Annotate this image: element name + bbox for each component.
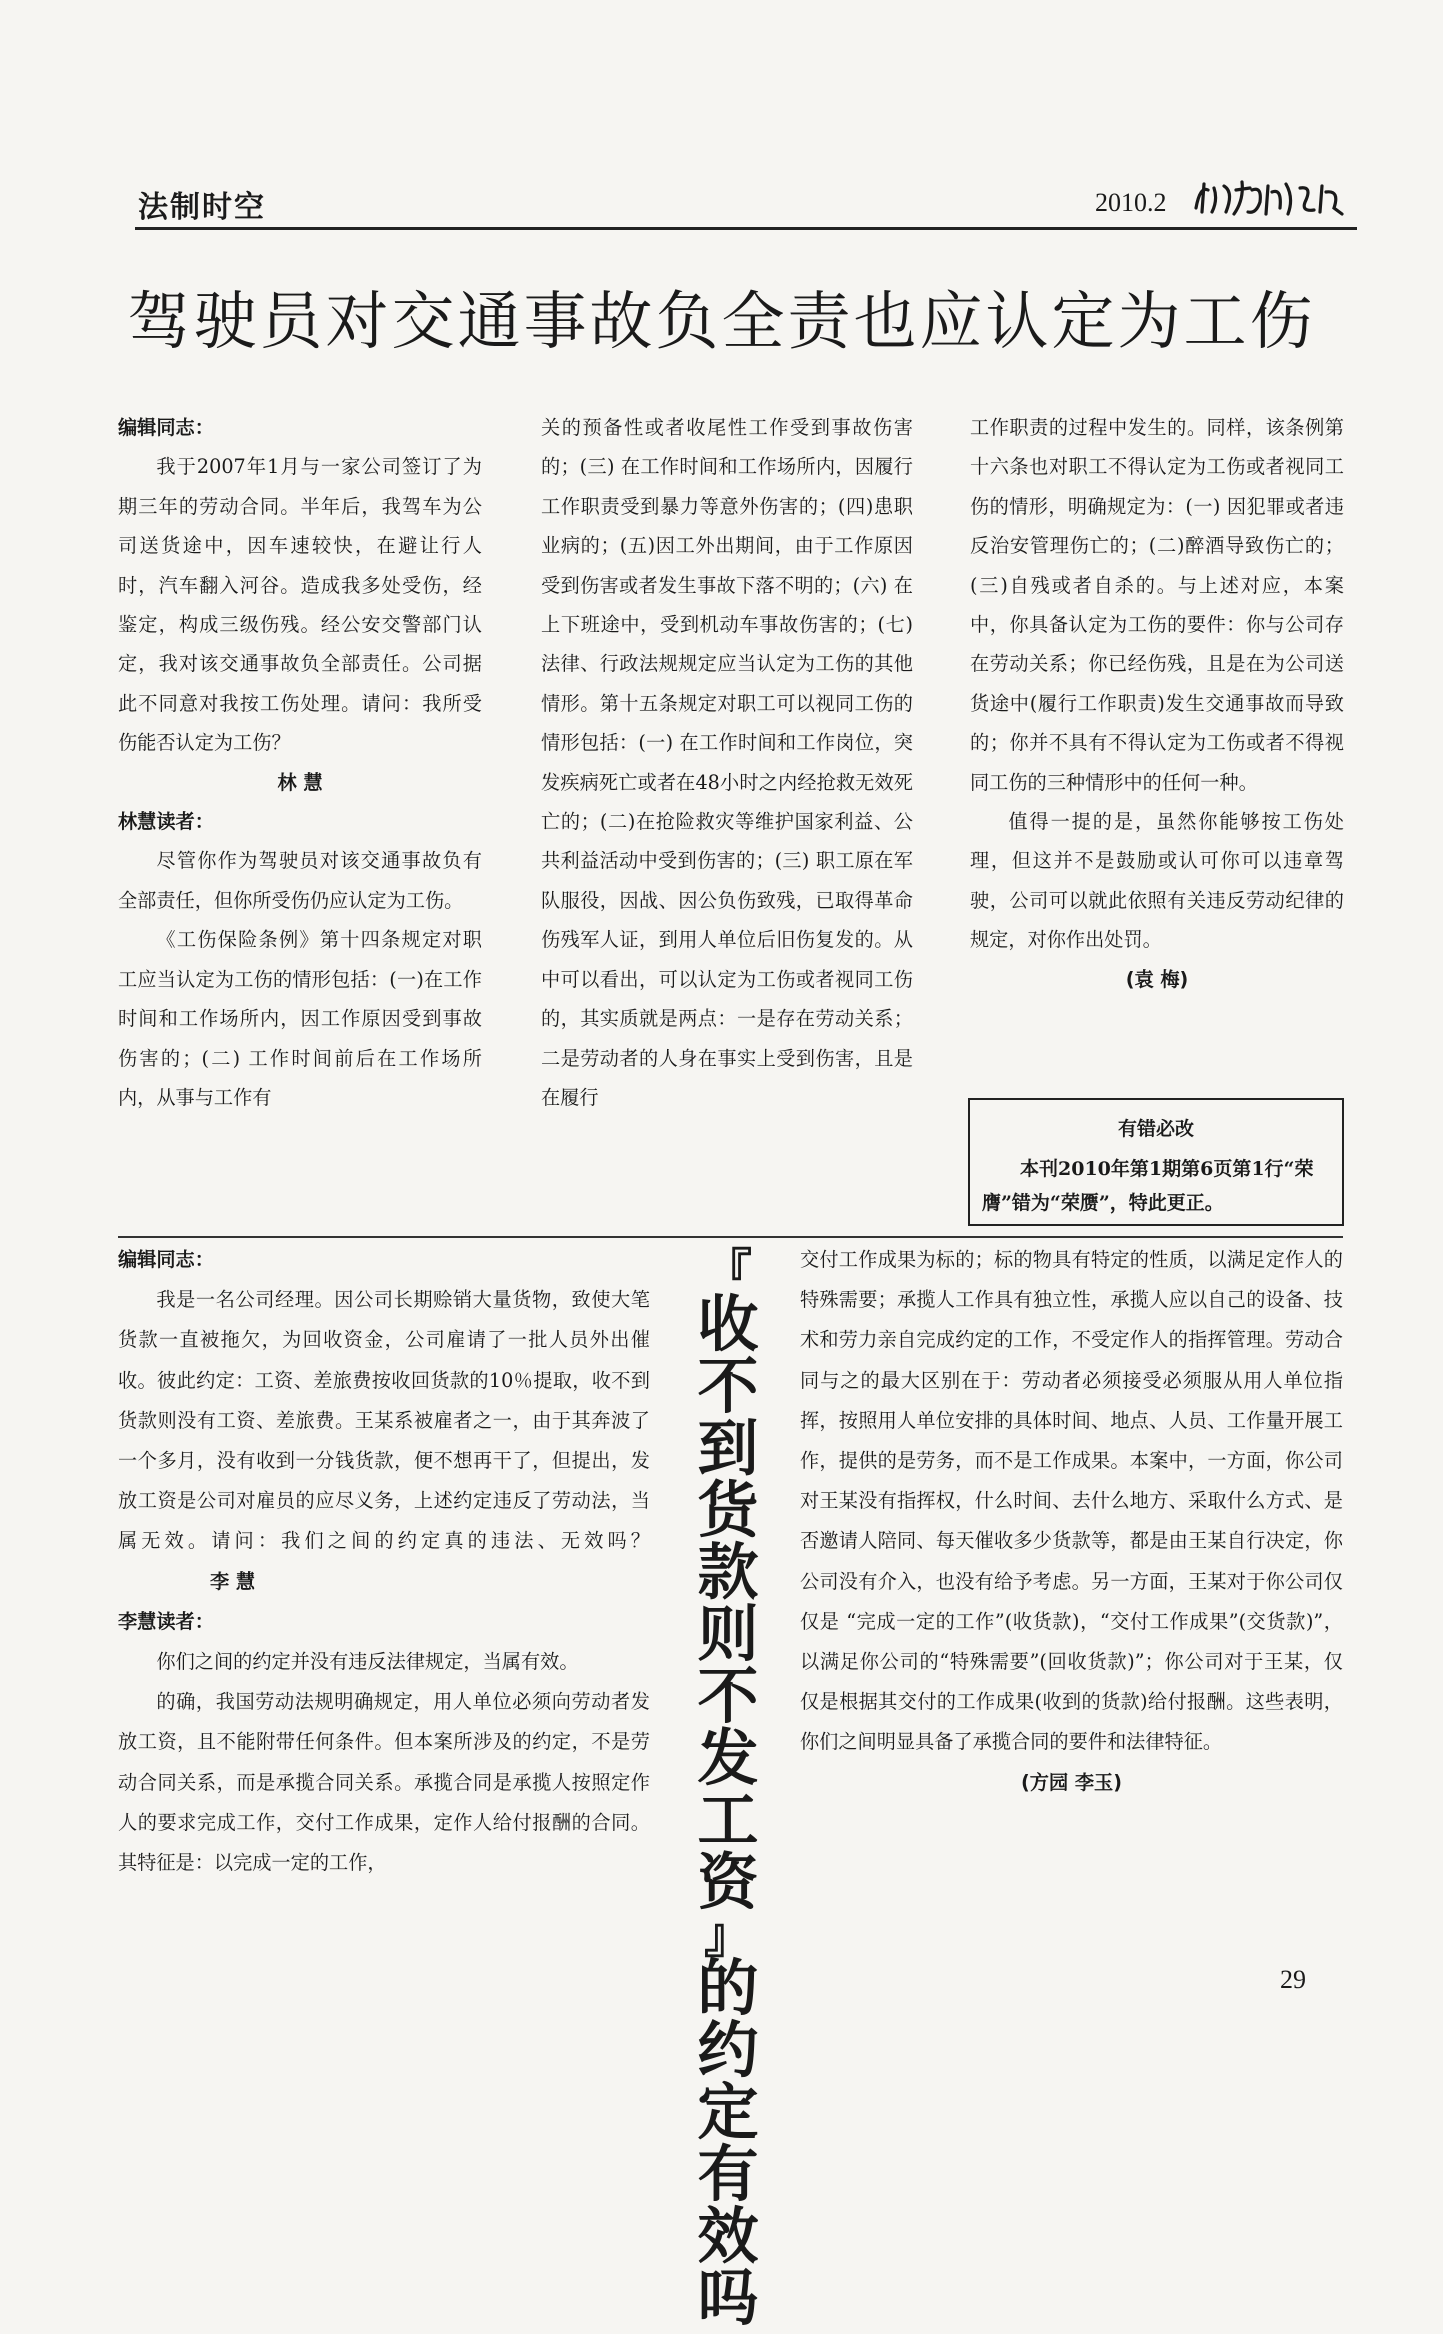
reader-letter: 我于2007年1月与一家公司签订了为期三年的劳动合同。半年后，我驾车为公司送货途中，因车速较快，在避让行人时，汽车翻入河谷。造成我多处受伤，经鉴定，构成三级伤残。经公安交警部门认定，我对该交通事故负全部责任。公司据此不同意对我按工伤处理。请问：我所受伤能否认定为工伤？ (118, 455, 482, 755)
reply-paragraph: 的确，我国劳动法规明确规定，用人单位必须向劳动者发放工资，且不能附带任何条件。但本案所涉及的约定，不是劳动合同关系，而是承揽合同关系。承揽合同是承揽人按照定作人的要求完成工作，交付工作成果，定作人给付报酬的合同。其特征是：以完成一定的工作， (118, 1690, 650, 1875)
header-rule (135, 227, 1357, 230)
reply-paragraph: 工作职责的过程中发生的。同样，该条例第十六条也对职工不得认定为工伤或者视同工伤的情形，明确规定为：(一) 因犯罪或者违反治安管理伤亡的；(二)醉酒导致伤亡的；(三)自残或者自杀的。与上述对应，本案中，你具备认定为工伤的要件：你与公司存在劳动关系；你已经伤残，且是在为公司送货途中(履行工作职责)发生交通事故而导致的；你并不具有不得认定为工伤或者不得视同工伤的三种情形中的任何一种。 (970, 416, 1344, 794)
vertical-title-char: 到 (697, 1413, 759, 1484)
author-credit: (方园 李玉) (1021, 1770, 1122, 1794)
correction-body: 本刊2010年第1期第6页第1行“荣膺”错为“荣赝”，特此更正。 (982, 1158, 1314, 1214)
vertical-title-char: 货 (697, 1475, 759, 1546)
article1-column-3 (970, 408, 1344, 999)
letter-signature: 林 慧 (277, 770, 323, 794)
reply-paragraph: 你们之间的约定并没有违反法律规定，当属有效。 (156, 1650, 579, 1674)
author-credit: (袁 梅) (1125, 967, 1189, 991)
vertical-title-char: 效 (697, 2201, 759, 2272)
vertical-title-char: 的 (697, 1953, 759, 2024)
reply-salutation: 林慧读者： (118, 810, 214, 834)
vertical-title-char: 工 (697, 1785, 759, 1856)
reply-paragraph: 尽管你作为驾驶员对该交通事故负有全部责任，但你所受伤仍应认定为工伤。 (118, 849, 482, 912)
article-title: 驾驶员对交通事故负全责也应认定为工伤 (127, 285, 1316, 358)
section-tag: 法制时空 (138, 190, 266, 225)
vertical-title-char: 则 (697, 1599, 759, 1670)
article-divider (118, 1236, 1343, 1238)
vertical-title-char: 收 (697, 1289, 759, 1360)
salutation: 编辑同志： (118, 416, 214, 439)
article1-column-2 (541, 408, 913, 1117)
salutation: 编辑同志： (118, 1248, 214, 1271)
reply-paragraph: 关的预备性或者收尾性工作受到事故伤害的；(三) 在工作时间和工作场所内，因履行工作职责受到暴力等意外伤害的；(四)患职业病的；(五)因工外出期间，由于工作原因受到伤害或者发生事故下落不明的；(六) 在上下班途中，受到机动车事故伤害的；(七)法律、行政法规规定应当认定为工伤的其他情形。第十五条规定对职工可以视同工伤的情形包括：(一) 在工作时间和工作岗位，突发疾病死亡或者在48小时之内经抢救无效死亡的；(二)在抢险救灾等维护国家利益、公共利益活动中受到伤害的；(三) 职工原在军队服役，因战、因公负伤致残，已取得革命伤残军人证，到用人单位后旧伤复发的。从中可以看出，可以认定为工伤或者视同工伤的，其实质就是两点：一是存在劳动关系；二是劳动者的人身在事实上受到伤害，且是在履行 (541, 416, 913, 1109)
letter-signature: 李 慧 (210, 1569, 256, 1593)
vertical-title-char: 资 (697, 1847, 759, 1918)
article2-right-column (800, 1240, 1343, 1803)
vertical-title-char: 定 (697, 2077, 759, 2148)
vertical-title-char: 『 (703, 1244, 752, 1300)
article2-left-column (118, 1240, 650, 1883)
correction-title: 有错必改 (1117, 1118, 1194, 1140)
vertical-title-char: 不 (697, 1661, 759, 1732)
correction-box (968, 1098, 1344, 1226)
reply-paragraph: 值得一提的是，虽然你能够按工伤处理，但这并不是鼓励或认可你可以违章驾驶，公司可以就此依照有关违反劳动纪律的规定，对你作出处罚。 (970, 810, 1344, 952)
vertical-title-char: 款 (697, 1537, 759, 1608)
reply-paragraph: 交付工作成果为标的；标的物具有特定的性质，以满足定作人的特殊需要；承揽人工作具有独立性，承揽人应以自己的设备、技术和劳力亲自完成约定的工作，不受定作人的指挥管理。劳动合同与之的最大区别在于：劳动者必须接受必须服从用人单位指挥，按照用人单位安排的具体时间、地点、人员、工作量开展工作，提供的是劳务，而不是工作成果。本案中，一方面，你公司对王某没有指挥权，什么时间、去什么地方、采取什么方式、是否邀请人陪同、每天催收多少货款等，都是由王某自行决定，你公司没有介入，也没有给予考虑。另一方面，王某对于你公司仅仅是 “完成一定的工作”(收货款)，“交付工作成果”(交货款)”，以满足你公司的“特殊需要”(回收货款)”；你公司对于王某，仅仅是根据其交付的工作成果(收到的货款)给付报酬。这些表明，你们之间明显具备了承揽合同的要件和法律特征。 (800, 1248, 1343, 1754)
reply-salutation: 李慧读者： (118, 1609, 214, 1633)
magazine-logo (1190, 178, 1355, 220)
article2-vertical-title (683, 1244, 773, 2334)
article1-column-1 (118, 408, 482, 1117)
reader-letter: 我是一名公司经理。因公司长期赊销大量货物，致使大笔货款一直被拖欠，为回收资金，公司雇请了一批人员外出催收。彼此约定：工资、差旅费按收回货款的10％提取，收不到货款则没有工资、差旅费。王某系被雇者之一，由于其奔波了一个多月，没有收到一分钱货款，便不想再干了，但提出，发放工资是公司对雇员的应尽义务，上述约定违反了劳动法，当属无效。请问：我们之间的约定真的违法、无效吗？李 慧 (118, 1288, 650, 1593)
logo-calligraphy-icon (1190, 178, 1355, 220)
vertical-title-char: 有 (697, 2139, 759, 2210)
page-number: 29 (1280, 1965, 1306, 1994)
vertical-title-char: 发 (697, 1723, 759, 1794)
issue-number: 2010.2 (1095, 188, 1167, 217)
vertical-title-char: 约 (697, 2015, 759, 2086)
vertical-title-char: 不 (697, 1351, 759, 1422)
reply-paragraph: 《工伤保险条例》第十四条规定对职工应当认定为工伤的情形包括：(一)在工作时间和工作场所内，因工作原因受到事故伤害的；(二) 工作时间前后在工作场所内，从事与工作有 (118, 928, 482, 1109)
vertical-title-char: 』 (703, 1908, 752, 1964)
vertical-title-char: 吗 (697, 2263, 759, 2334)
